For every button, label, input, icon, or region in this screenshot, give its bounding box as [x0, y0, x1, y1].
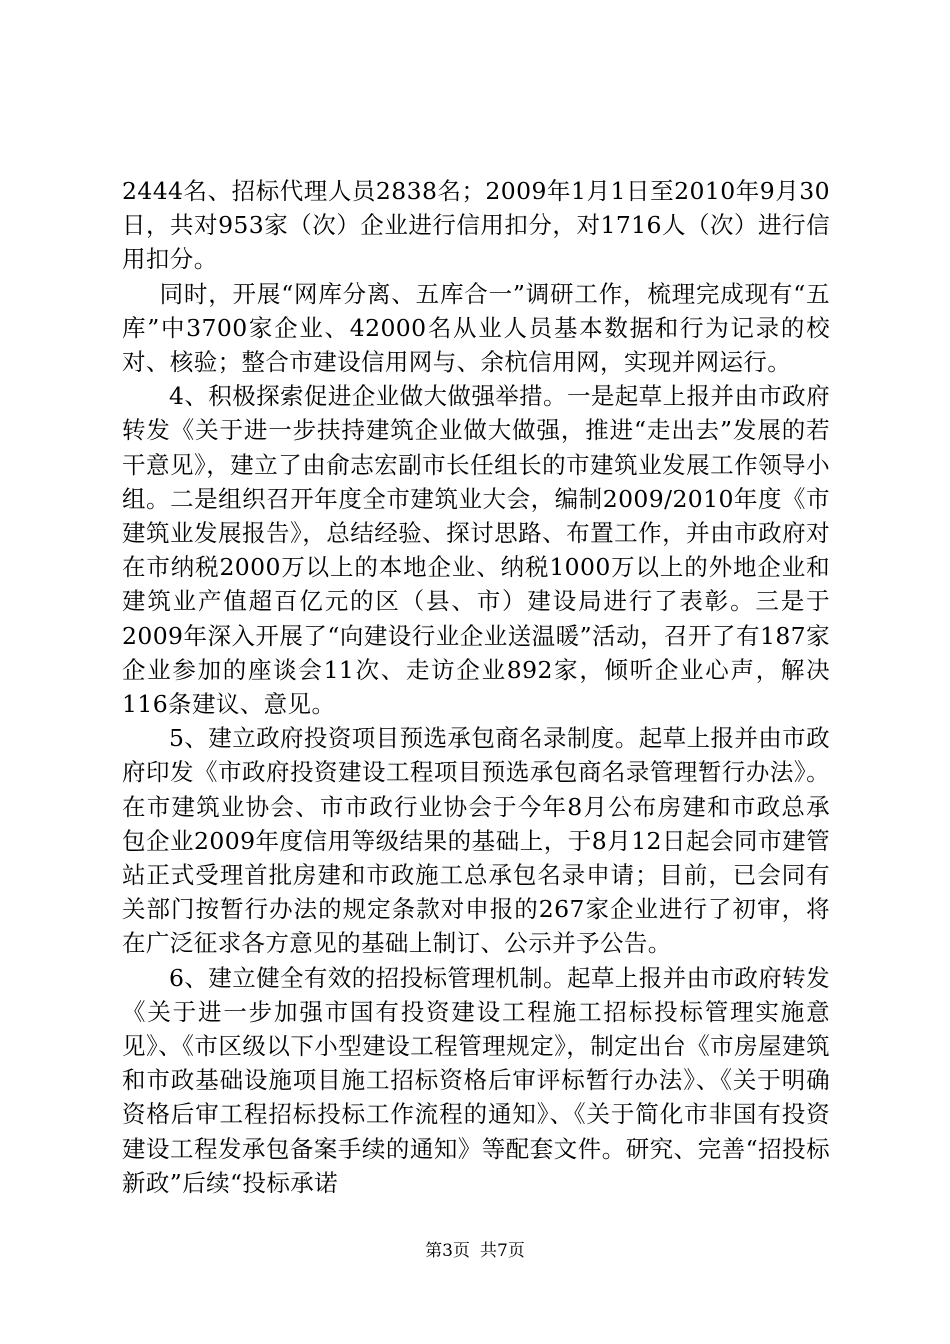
paragraph-item-6: 6、建立健全有效的招投标管理机制。起草上报并由市政府转发《关于进一步加强市国有投资建设工程施工招标投标管理实施意见》、《市区级以下小型建设工程管理规定》，制定出台《市房屋建筑和市政基础设施项目施工招标资格后审评标暂行办法》、《关于明确资格后审工程招标投标工作流程的通知》、《关于简化市非国有投资建设工程发承包备案手续的通知》等配套文件。研究、完善“招投标新政”后续“投标承诺 — [122, 963, 830, 1197]
paragraph-item-5: 5、建立政府投资项目预选承包商名录制度。起草上报并由市政府印发《市政府投资建设工程项目预选承包商名录管理暂行办法》。在市建筑业协会、市市政行业协会于今年8月公布房建和市政总承包企业2009年度信用等级结果的基础上，于8月12日起会同市建管站正式受理首批房建和市政施工总承包名录申请；目前，已会同有关部门按暂行办法的规定条款对申报的267家企业进行了初审，将在广泛征求各方意见的基础上制订、公示并予公告。 — [122, 724, 830, 958]
page-total: 共7页 — [480, 1241, 525, 1261]
paragraph-credit-database: 同时，开展“网库分离、五库合一”调研工作，梳理完成现有“五库”中3700家企业、42000名从业人员基本数据和行为记录的校对、核验；整合市建设信用网与、余杭信用网，实现并网运行。 — [122, 279, 830, 377]
document-body — [122, 174, 830, 1200]
page-number: 第3页 — [425, 1241, 470, 1261]
paragraph-continuation: 2444名、招标代理人员2838名；2009年1月1日至2010年9月30日，共对953家（次）企业进行信用扣分，对1716人（次）进行信用扣分。 — [122, 177, 830, 274]
paragraph-item-4: 4、积极探索促进企业做大做强举措。一是起草上报并由市政府转发《关于进一步扶持建筑企业做大做强，推进“走出去”发展的若干意见》，建立了由俞志宏副市长任组长的市建筑业发展工作领导小组。二是组织召开年度全市建筑业大会，编制2009/2010年度《市建筑业发展报告》，总结经验、探讨思路、布置工作，并由市政府对在市纳税2000万以上的本地企业、纳税1000万以上的外地企业和建筑业产值超百亿元的区（县、市）建设局进行了表彰。三是于2009年深入开展了“向建设行业企业送温暖”活动，召开了有187家企业参加的座谈会11次、走访企业892家，倾听企业心声，解决116条建议、意见。 — [122, 382, 830, 719]
page-footer — [0, 1240, 950, 1262]
